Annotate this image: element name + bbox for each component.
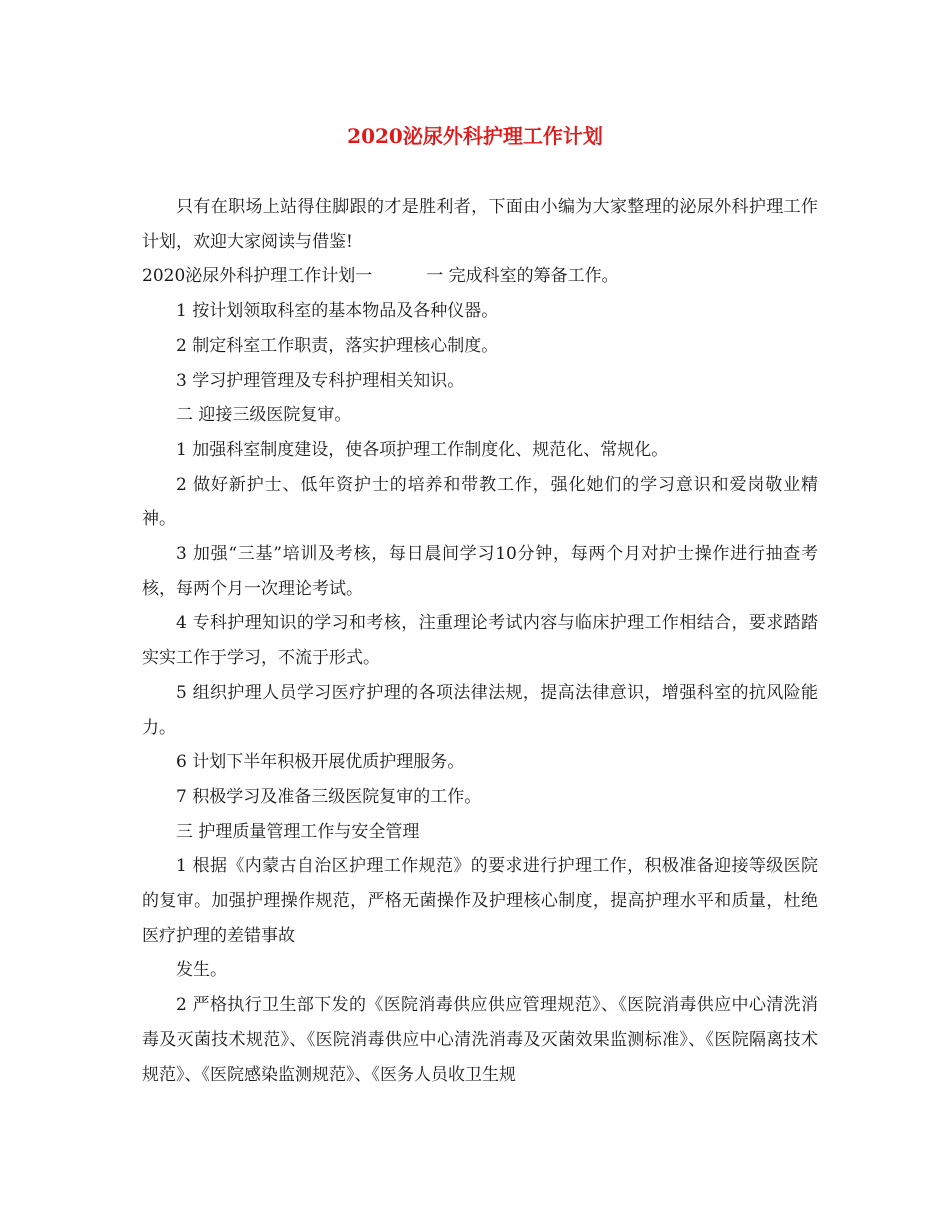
paragraph: 3 加强“三基”培训及考核，每日晨间学习10分钟，每两个月对护士操作进行抽查考核，每两个月一次理论考试。: [142, 544, 818, 599]
document-body: [142, 190, 818, 1092]
paragraph: 2 严格执行卫生部下发的《医院消毒供应供应管理规范》、《医院消毒供应中心清洗消毒及灭菌技术规范》、《医院消毒供应中心清洗消毒及灭菌效果监测标准》、《医院隔离技术规范》、《医院感染监测规范》、《医务人员收卫生规: [142, 995, 818, 1085]
paragraph: 5 组织护理人员学习医疗护理的各项法律法规，提高法律意识，增强科室的抗风险能力。: [142, 682, 818, 738]
paragraph: 4 专科护理知识的学习和考核，注重理论考试内容与临床护理工作相结合，要求踏踏实实工作于学习，不流于形式。: [142, 613, 818, 669]
section-heading-2: 二 迎接三级医院复审。: [176, 405, 352, 426]
paragraph: 1 加强科室制度建设，使各项护理工作制度化、规范化、常规化。: [176, 439, 669, 460]
plan-heading: 2020泌尿外科护理工作计划一: [142, 266, 373, 287]
plan-heading-line: [142, 259, 818, 294]
section-heading-1: 一 完成科室的筹备工作。: [426, 266, 619, 287]
paragraph: 2 做好新护士、低年资护士的培养和带教工作，强化她们的学习意识和爱岗敬业精神。: [142, 474, 818, 530]
document-title: 2020泌尿外科护理工作计划: [347, 124, 603, 148]
intro-paragraph: 只有在职场上站得住脚跟的才是胜利者，下面由小编为大家整理的泌尿外科护理工作计划，欢迎大家阅读与借鉴!: [142, 197, 818, 252]
paragraph: 发生。: [176, 960, 227, 981]
paragraph: 7 积极学习及准备三级医院复审的工作。: [176, 786, 482, 807]
paragraph: 3 学习护理管理及专科护理相关知识。: [176, 370, 465, 391]
paragraph: 1 根据《内蒙古自治区护理工作规范》的要求进行护理工作，积极准备迎接等级医院的复审。加强护理操作规范，严格无菌操作及护理核心制度，提高护理水平和质量，杜绝医疗护理的差错事故: [142, 856, 818, 946]
section-heading-3: 三 护理质量管理工作与安全管理: [176, 821, 420, 842]
paragraph: 6 计划下半年积极开展优质护理服务。: [176, 752, 465, 773]
paragraph: 1 按计划领取科室的基本物品及各种仪器。: [176, 301, 499, 322]
paragraph: 2 制定科室工作职责，落实护理核心制度。: [176, 335, 499, 356]
